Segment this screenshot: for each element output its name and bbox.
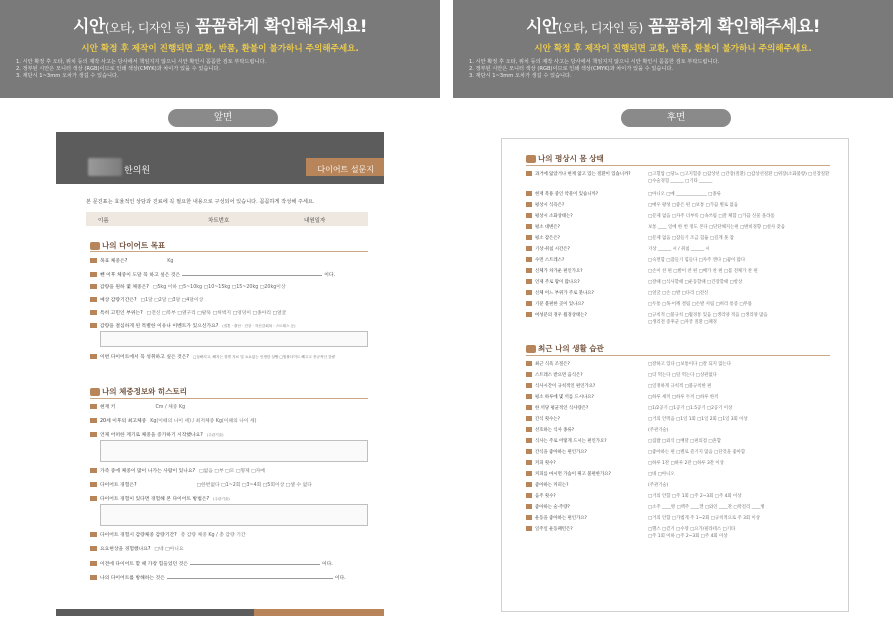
- question-bullet-icon: [526, 235, 532, 240]
- front-page: [56, 132, 384, 616]
- answer-line[interactable]: [190, 560, 320, 565]
- question-item: 예상 감량기간은? □1달 □2달 □3달 □4달이상: [90, 297, 203, 305]
- question-item: 감량을 원하 몇 체중은? □5kg 이하 □5~10kg □10~15kg □15~20kg □20kg이상: [90, 284, 286, 292]
- answer-box[interactable]: [100, 440, 368, 462]
- question-item: 평소 하루에 몇 끼를 드시나요? □하루 세끼 □하루 두끼 □하루 한끼: [526, 394, 830, 402]
- banner-warning: 시안 확정 후 제작이 진행되면 교환, 반품, 환불이 불가하니 주의해주세요.: [81, 44, 359, 54]
- patient-date-label: 내원일자: [304, 218, 326, 224]
- question-bullet-icon: [526, 191, 532, 196]
- question-bullet-icon: [526, 405, 532, 410]
- question-item: 식사시간이 규칙적인 편인가요? □일정하게 규칙적 □불규칙한 편: [526, 383, 830, 391]
- question-item: 커피를 마시면 가슴이 뛰고 불편한가요? □네 □아니오: [526, 471, 830, 479]
- question-item: 현재 키 Cm / 체중 Kg: [90, 404, 185, 412]
- question-bullet-icon: [90, 310, 97, 315]
- front-header: [56, 132, 384, 184]
- question-bullet-icon: [526, 493, 532, 498]
- question-bullet-icon: [90, 496, 97, 501]
- question-item: 평상시 소화상태는? □문제 없음 □자주 더부룩 □속쓰림 □잘 체함 □가끔 신물 올라옴: [526, 213, 830, 221]
- question-item: 평상시 식욕은? □매우 왕성 □좋은 편 □보통 □가끔 별로 없음: [526, 202, 830, 210]
- lifestyle-icon: [526, 345, 536, 353]
- question-bullet-icon: [526, 361, 532, 366]
- answer-line[interactable]: [182, 271, 322, 276]
- question-item: 이번 다이어트에서 꼭 성취하고 싶은 것은? □살빠지고, 빼지는 장별 지료 및 요요없는 인생한 살빵 □힐불다이트 빼고고 종규적인 감량: [90, 354, 335, 362]
- section-title: 나의 평상시 몸 상태: [526, 153, 604, 164]
- question-item: 기분 불편한 곳이 있나요? □두통 □목·어깨 결림 □손발 저림 □허리 통증 □무릎: [526, 301, 830, 309]
- body-icon: [526, 155, 536, 163]
- answer-line[interactable]: [167, 574, 333, 579]
- question-bullet-icon: [526, 471, 532, 476]
- question-item: 음주 횟수? □거의 안함 □주 1회 □주 2~3회 □주 4회 이상: [526, 493, 830, 501]
- question-bullet-icon: [90, 418, 97, 423]
- question-bullet-icon: [90, 272, 97, 277]
- question-item: 20세 이후의 최고체중 Kg(이때의 나이 세) / 최저체중 Kg(이때의 나이 세): [90, 418, 257, 426]
- question-item: 목표 체중은? Kg: [90, 258, 173, 266]
- bowl-icon: [90, 242, 100, 250]
- banner-notes: 1. 시안 확정 후 오타, 위치 등의 제작 사고는 당사에서 책임지지 않으니 시안 확인시 꼼꼼한 검토 부탁드립니다. 2. 정부된 시안은 모니터 색상 (RGB)이므로 인쇄 색상(CMYK)과 차이가 있을 수 있습니다. 3. 재단시 1~3mm 오차가 생길 수 있습니다.: [469, 59, 720, 79]
- question-bullet-icon: [526, 257, 532, 262]
- question-bullet-icon: [526, 515, 532, 520]
- question-item: 최근 식욕 조절은? □잘하고 있다 □보통이다 □잘 되지 않는다: [526, 361, 830, 369]
- question-item: 간식을 좋아하는 편인가요? □좋아하는 편 □별로 즐기지 않음 □단것을 좋아함: [526, 449, 830, 457]
- question-item: 평소 잠은은? □문제 없음 □잠들기 조금 힘듦 □깊게 못 잠: [526, 235, 830, 243]
- question-bullet-icon: [90, 354, 97, 359]
- question-item: 다이어트 경험이 있다면 경험해 본 다이어트 방법은? (주관기술): [90, 496, 230, 504]
- section-divider: [526, 165, 830, 166]
- banner-warning: 시안 확정 후 제작이 진행되면 교환, 반품, 환불이 불가하니 주의해주세요.: [534, 44, 812, 54]
- scale-icon: [90, 388, 100, 396]
- banner-headline: 시안(오타, 디자인 등) 꼼꼼하게 확인해주세요!: [72, 17, 368, 37]
- patient-chart-label: 차트번호: [208, 218, 230, 224]
- question-item: 스트레스 받으면 음식은? □더 먹는다 □덜 먹는다 □상관없다: [526, 372, 830, 380]
- front-side-label: 앞면: [168, 109, 278, 127]
- question-item: 나의 다이어트를 방해하는 것은 이다.: [90, 574, 346, 582]
- question-bullet-icon: [90, 258, 97, 263]
- question-bullet-icon: [526, 213, 532, 218]
- question-bullet-icon: [526, 449, 532, 454]
- question-bullet-icon: [90, 561, 97, 566]
- question-bullet-icon: [526, 427, 532, 432]
- question-item: 일주일 운동패턴은? □헬스 □걷기 □수영 □요가/필라테스 □기타 □주 1회 이하 □주 2~3회 □주 4회 이상: [526, 526, 830, 542]
- question-item: 가족 중에 체중이 많이 나가는 사람이 있나요? □없음 □부 □모 □형제 □자매: [90, 468, 265, 476]
- intro-text: 본 문진표는 효율적인 상담과 진료에 꼭 필요한 내용으로 구성되어 있습니다. 꼼꼼하게 작성해 주세요.: [86, 199, 315, 205]
- proof-banner: [453, 0, 893, 98]
- question-bullet-icon: [526, 504, 532, 509]
- question-bullet-icon: [526, 383, 532, 388]
- question-item: 좋아하는 커피는? (주관기술): [526, 482, 830, 490]
- question-bullet-icon: [526, 460, 532, 465]
- answer-box[interactable]: [100, 504, 368, 526]
- question-item: 좋아하는 술·주량? □소주 ____병 □맥주 ____캔 □와인 ____잔 □막걸리 ____병: [526, 504, 830, 512]
- question-bullet-icon: [526, 268, 532, 273]
- question-bullet-icon: [526, 301, 532, 306]
- question-bullet-icon: [90, 404, 97, 409]
- question-item: 특히 고민인 부위는? □전신 □복부 □옆구리 □팔뚝 □허벅지 □엉덩이 □종아리 □얼굴: [90, 310, 286, 318]
- question-bullet-icon: [526, 202, 532, 207]
- question-bullet-icon: [526, 246, 532, 251]
- question-item: 평소 대변은? 보통 ____ 일에 한 번 정도 본다 □단단해지는편 □변비경향 □설사 잦음: [526, 224, 830, 232]
- question-item: 식사는 주로 어떻게 드시는 편인가요? □집밥 □외식 □배달 □편의점 □혼합: [526, 438, 830, 446]
- question-bullet-icon: [526, 482, 532, 487]
- question-item: 커피 횟수? □하루 1잔 □하루 2잔 □하루 3잔 이상: [526, 460, 830, 468]
- question-item: 언제 어떠한 계기로 체중을 증가하기 시작했나요? (주관기술): [90, 432, 224, 440]
- question-item: 여성분의 경우 월경상태는? □규칙적 □불규칙 □월경통 있음 □생리양 적음 □생리양 많음 □생리전 증후군 □자궁 질환 □폐경: [526, 312, 830, 328]
- question-item: 뺀 이후 체중이 도달 꼭 하고 싶은 것은 이다.: [90, 271, 335, 279]
- question-item: 간식 횟수는? □거의 안먹음 □1일 1회 □1일 2회 □1일 3회 이상: [526, 416, 830, 424]
- back-panel: [453, 0, 893, 623]
- front-panel: [0, 0, 440, 623]
- question-bullet-icon: [526, 438, 532, 443]
- question-bullet-icon: [90, 482, 97, 487]
- question-bullet-icon: [526, 372, 532, 377]
- front-footer-bar: [56, 609, 384, 616]
- clinic-logo-blur: [88, 158, 122, 176]
- question-bullet-icon: [90, 546, 97, 551]
- question-item: 이전에 다이어트 할 때 가장 힘들었던 것은 이다.: [90, 560, 333, 568]
- question-bullet-icon: [90, 284, 97, 289]
- question-item: 언제 주로 땀이 많나요? □잘때 □식사할때 □운동할때 □긴장할때 □항상: [526, 279, 830, 287]
- section-title: 나의 다이어트 목표: [90, 240, 165, 251]
- question-item: 감량을 결심하게 된 특별한 이유나 이벤트가 있으신가요? (결혼 · 출산 · 건강 · 자신감회복 · 스트레스 등): [90, 323, 295, 331]
- section-divider: [526, 355, 830, 356]
- question-item: 운동을 좋아하는 편인가요? □거의 안함 □가볍게 주 1~2회 □규칙적으로 주 3회 이상: [526, 515, 830, 523]
- question-bullet-icon: [526, 290, 532, 295]
- patient-info-bar: [86, 212, 368, 226]
- section-divider: [90, 398, 368, 399]
- question-bullet-icon: [526, 312, 532, 317]
- answer-box[interactable]: [100, 331, 368, 347]
- back-side-label: 후면: [621, 109, 731, 127]
- question-item: 과거에 앓았거나 현재 앓고 있는 질환이 있습니까? □고혈압 □당뇨 □고지혈증 □갑상선 □간장(질환) □갑상선질환 □위장(소화불량) □신장질환 □수술경험 ______ □기타 ______: [526, 171, 830, 187]
- back-page: [501, 138, 849, 612]
- question-item: 한 끼당 평균적인 식사량은? □1/2공기 □1공기 □1.5공기 □2공기 이상: [526, 405, 830, 413]
- question-item: 현재 복용 중인 약물이 있습니까? □아니오 □예 ______________ □종류: [526, 191, 830, 199]
- question-bullet-icon: [90, 575, 97, 580]
- footer-accent: [254, 609, 384, 616]
- question-bullet-icon: [526, 394, 532, 399]
- survey-title: 다이어트 설문지: [317, 165, 374, 174]
- question-item: 선호하는 식사 종류? (주관기술): [526, 427, 830, 435]
- question-bullet-icon: [526, 279, 532, 284]
- proof-banner: [0, 0, 440, 98]
- question-bullet-icon: [90, 432, 97, 437]
- question-bullet-icon: [526, 171, 532, 176]
- question-item: 신체 어느 부위가 주로 붓나요? □얼굴 □손 □발 □다리 □전신: [526, 290, 830, 298]
- question-bullet-icon: [526, 416, 532, 421]
- clinic-name: 한의원: [124, 166, 151, 176]
- section-divider: [90, 251, 368, 252]
- patient-name-label: 이름: [98, 218, 109, 224]
- question-item: 기상·취침 시간은? 기상 ______ 시 / 취침 ______ 시: [526, 246, 830, 254]
- question-item: 다이어트 경험은? □한번없다 □1~2회 □3~4회 □5회이상 □셀 수 없다: [90, 482, 312, 490]
- question-bullet-icon: [526, 526, 532, 531]
- question-item: 다이어트 경험시 감량체중 감량기간? 총 감량 체중 Kg / 총 감량 기간: [90, 532, 245, 540]
- banner-notes: 1. 시안 확정 후 오타, 위치 등의 제작 사고는 당사에서 책임지지 않으니 시안 확인시 꼼꼼한 검토 부탁드립니다. 2. 정부된 시안은 모니터 색상 (RGB)이므로 인쇄 색상(CMYK)과 차이가 있을 수 있습니다. 3. 재단시 1~3mm 오차가 생길 수 있습니다.: [16, 59, 267, 79]
- question-bullet-icon: [90, 532, 97, 537]
- question-item: 요요현상을 경험했나요? □네 □아니요: [90, 546, 184, 554]
- question-bullet-icon: [526, 224, 532, 229]
- section-title: 나의 체중정보와 히스토리: [90, 386, 187, 397]
- question-bullet-icon: [90, 468, 97, 473]
- question-bullet-icon: [90, 297, 97, 302]
- question-item: 수면 스트레스? □숙면함 □잠들기 힘들다 □자주 깬다 □꿈이 많다: [526, 257, 830, 265]
- question-item: 신체가 차가운 편인가요? □손이 찬 편 □발이 찬 편 □배가 찬 편 □몸 전체가 찬 편: [526, 268, 830, 276]
- banner-headline: 시안(오타, 디자인 등) 꼼꼼하게 확인해주세요!: [525, 17, 821, 37]
- question-bullet-icon: [90, 323, 97, 328]
- section-title: 최근 나의 생활 습관: [526, 343, 604, 354]
